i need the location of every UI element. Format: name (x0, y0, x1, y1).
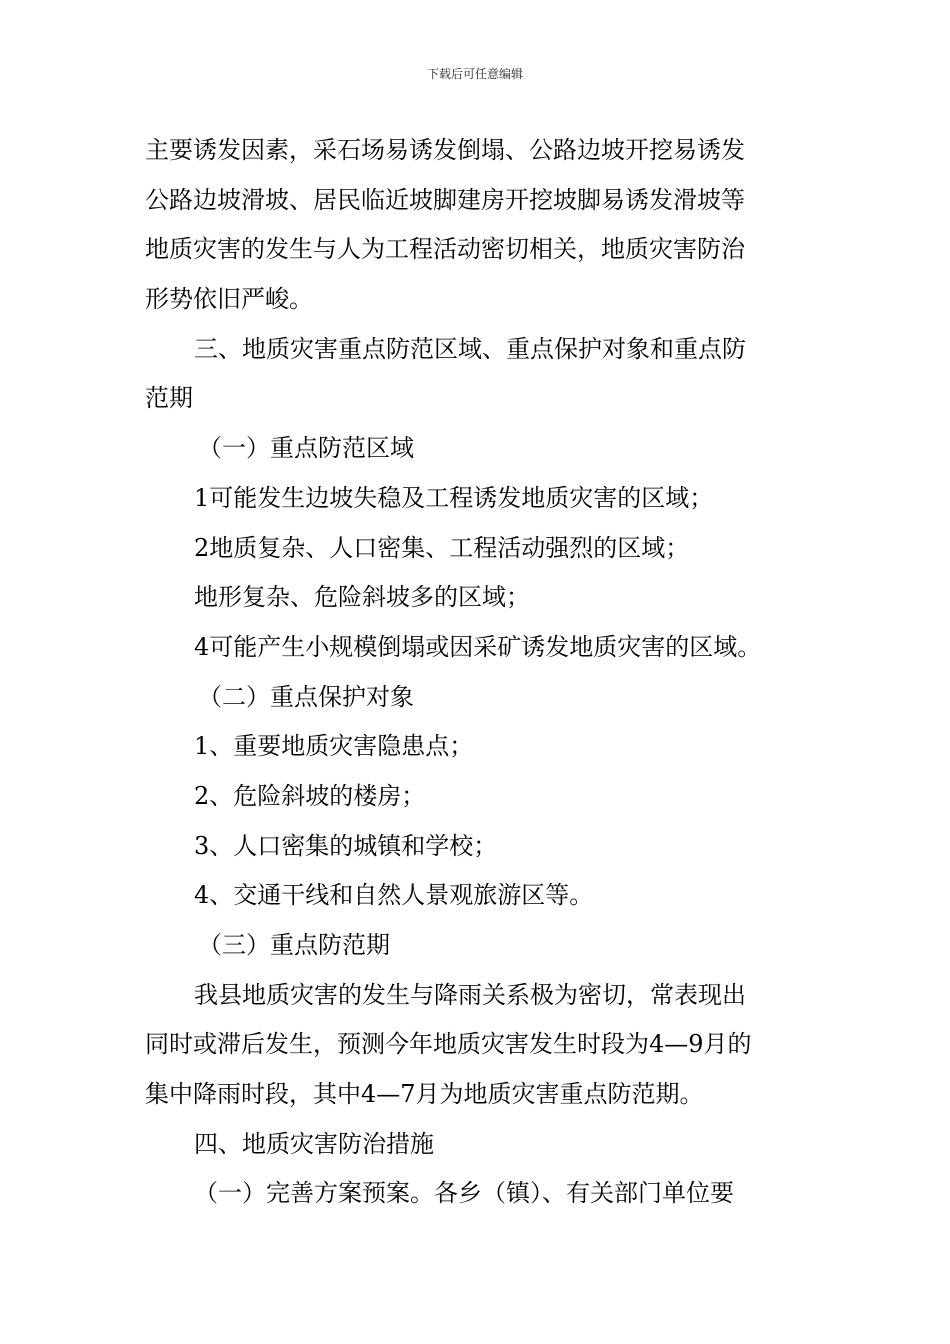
list-item: 1可能发生边坡失稳及工程诱发地质灾害的区域； (194, 483, 714, 512)
section-heading-continued: 范期 (145, 384, 193, 413)
list-item: 地形复杂、危险斜坡多的区域； (194, 583, 530, 612)
list-item: 4、交通干线和自然人景观旅游区等。 (194, 881, 594, 910)
paragraph-line: 我县地质灾害的发生与降雨关系极为密切，常表现出 (194, 980, 746, 1009)
section-heading: 三、地质灾害重点防范区域、重点保护对象和重点防 (194, 334, 746, 363)
paragraph-line: 同时或滞后发生，预测今年地质灾害发生时段为4—9月的 (145, 1030, 752, 1059)
paragraph-line: 形势依旧严峻。 (145, 285, 313, 314)
document-body (145, 126, 810, 1219)
subsection-heading: （二）重点保护对象 (198, 682, 414, 711)
paragraph-line: （一）完善方案预案。各乡（镇）、有关部门单位要 (194, 1179, 734, 1208)
list-item: 2地质复杂、人口密集、工程活动强烈的区域； (194, 533, 690, 562)
list-item: 3、人口密集的城镇和学校； (194, 831, 498, 860)
paragraph-line: 公路边坡滑坡、居民临近坡脚建房开挖坡脚易诱发滑坡等 (145, 185, 745, 214)
page-header: 下载后可任意编辑 (426, 67, 523, 81)
list-item: 2、危险斜坡的楼房； (194, 781, 426, 810)
paragraph-line: 主要诱发因素，采石场易诱发倒塌、公路边坡开挖易诱发 (145, 136, 745, 164)
section-heading: 四、地质灾害防治措施 (194, 1129, 434, 1158)
paragraph-line: 集中降雨时段，其中4—7月为地质灾害重点防范期。 (145, 1080, 704, 1109)
subsection-heading: （三）重点防范期 (198, 931, 390, 959)
subsection-heading: （一）重点防范区域 (198, 434, 414, 463)
paragraph-line: 地质灾害的发生与人为工程活动密切相关，地质灾害防治 (145, 235, 745, 264)
list-item: 1、重要地质灾害隐患点； (194, 732, 474, 761)
list-item: 4可能产生小规模倒塌或因采矿诱发地质灾害的区域。 (194, 632, 762, 661)
